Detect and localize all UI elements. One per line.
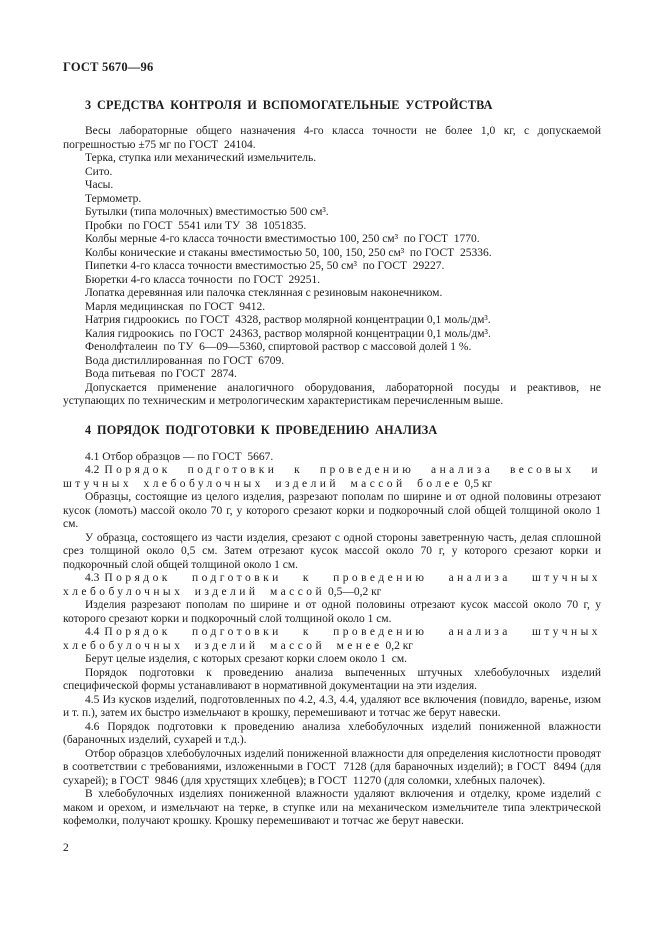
clause-title-tail: 0,5 кг [464, 477, 493, 490]
clause-number: 4.4 [85, 626, 100, 638]
clause-title-spaced: Порядок подготовки к проведению анализа штучных хлебобулочных изделий массой менее [63, 626, 601, 652]
clause-4-1: 4.1 Отбор образцов — по ГОСТ 5667. [85, 450, 274, 463]
clause-4-6-body-2: В хлебобулочных изделиях пониженной влажности удаляют включения и отделку, кроме изделий с маком и орехом, и измельчают на терке, в ступке или на механическом измельчителе типа электрической кофемолки, получают крошку. Крошку перемешивают и тотчас же берут навески. [63, 788, 601, 827]
clause-number: 4.3 [85, 572, 100, 584]
clause-4-4-body-2: Порядок подготовки к проведению анализа выпеченных штучных хлебобулочных изделий специфической формы устанавливают в нормативной документации на эти изделия. [63, 666, 601, 692]
paragraph-phenolphthalein: Фенолфталеин по ТУ 6—09—5360, спиртовой раствор с массовой долей 1 %. [85, 341, 472, 353]
paragraph-sieve: Сито. [85, 165, 113, 178]
section-3-heading: 3 СРЕДСТВА КОНТРОЛЯ И ВСПОМОГАТЕЛЬНЫЕ УСТРОЙСТВА [85, 98, 493, 112]
clause-4-4-heading [63, 626, 601, 653]
clause-4-3-body: Изделия разрезают пополам по ширине и от одной половины отрезают кусок массой около 70 г, у которого срезают корки и подкорочный слой толщиной около 1 см. [63, 599, 601, 625]
paragraph-potassium-hydroxide: Калия гидроокись по ГОСТ 24363, раствор молярной концентрации 0,1 моль/дм³. [85, 327, 491, 340]
clause-number: 4.2 [85, 464, 100, 476]
paragraph-gauze: Марля медицинская по ГОСТ 9412. [85, 300, 266, 313]
paragraph-grater: Терка, ступка или механический измельчитель. [85, 152, 317, 164]
clause-4-6-body-1: Отбор образцов хлебобулочных изделий пониженной влажности для определения кислотности проводят в соответствии с требованиями, изложенными в ГОСТ 7128 (для бараночных изделий); в ГОСТ 8494 (для сухарей); в ГОСТ 9846 (для хрустящих хлебцев); в ГОСТ 11270 (для соломки, хлебных палочек). [63, 747, 601, 787]
paragraph-pipettes: Пипетки 4-го класса точности вместимостью 25, 50 см³ по ГОСТ 29227. [85, 260, 445, 272]
clause-4-2-heading [63, 464, 601, 491]
paragraph-clock: Часы. [85, 179, 114, 191]
document-code: ГОСТ 5670—96 [63, 60, 154, 74]
paragraph-distilled-water: Вода дистиллированная по ГОСТ 6709. [85, 354, 285, 367]
section-4-heading: 4 ПОРЯДОК ПОДГОТОВКИ К ПРОВЕДЕНИЮ АНАЛИЗА [85, 422, 438, 437]
paragraph-sodium-hydroxide: Натрия гидроокись по ГОСТ 4328, раствор молярной концентрации 0,1 моль/дм³. [85, 314, 491, 326]
paragraph-burettes: Бюретки 4-го класса точности по ГОСТ 29251. [85, 273, 321, 286]
paragraph-spatula: Лопатка деревянная или палочка стеклянная с резиновым наконечником. [85, 287, 443, 299]
clause-title-spaced: Порядок подготовки к проведению анализа весовых и штучных хлебобулочных изделий массой более [63, 464, 601, 490]
clause-title-tail: 0,2 кг [385, 639, 413, 652]
paragraph-scales: Весы лабораторные общего назначения 4-го класса точности не более 1,0 кг, с допускаемой погрешностью ±75 мг по ГОСТ 24104. [63, 125, 601, 151]
clause-4-5: 4.5 Из кусков изделий, подготовленных по 4.2, 4.3, 4.4, удаляют все включения (повидло, варенье, изюм и т. п.), затем их быстро измельчают в крошку, перемешивают и тотчас же берут навески. [63, 693, 601, 719]
clause-4-4-body-1: Берут целые изделия, с которых срезают корки слоем около 1 см. [85, 653, 408, 665]
clause-title-tail: 0,5—0,2 кг [327, 585, 382, 598]
paragraph-thermometer: Термометр. [85, 192, 142, 205]
clause-4-2-body-1: Образцы, состоящие из целого изделия, разрезают пополам по ширине и от одной половины отрезают кусок (ломоть) массой около 70 г, у которого срезают корки и подкорочный слой общей толщиной около 1 см. [63, 491, 601, 530]
page-number: 2 [63, 841, 69, 854]
clause-4-2-body-2: У образца, состоящего из части изделия, срезают с одной стороны заветренную часть, делая сплошной срез толщиной около 0,5 см. Затем отрезают кусок массой около 70 г, у которого срезают корки и подкорочный слой общей толщиной около 1 см. [63, 531, 601, 571]
paragraph-equivalents-note: Допускается применение аналогичного оборудования, лабораторной посуды и реактивов, не уступающих по техническим и метрологическим характеристикам перечисленным выше. [63, 381, 601, 407]
paragraph-volumetric-flasks: Колбы мерные 4-го класса точности вместимостью 100, 250 см³ по ГОСТ 1770. [85, 233, 480, 245]
paragraph-drinking-water: Вода питьевая по ГОСТ 2874. [85, 368, 237, 380]
paragraph-conical-flasks: Колбы конические и стаканы вместимостью 50, 100, 150, 250 см³ по ГОСТ 25336. [85, 246, 492, 259]
clause-4-6: 4.6 Порядок подготовки к проведению анализа хлебобулочных изделий пониженной влажности (бараночных изделий, сухарей и т.д.). [63, 720, 601, 746]
clause-4-3-heading [63, 572, 601, 599]
paragraph-stoppers: Пробки по ГОСТ 5541 или ТУ 38 1051835. [85, 219, 307, 232]
clause-title-spaced: Порядок подготовки к проведению анализа штучных хлебобулочных изделий массой [63, 572, 601, 598]
paragraph-bottles: Бутылки (типа молочных) вместимостью 500 см³. [85, 206, 329, 218]
